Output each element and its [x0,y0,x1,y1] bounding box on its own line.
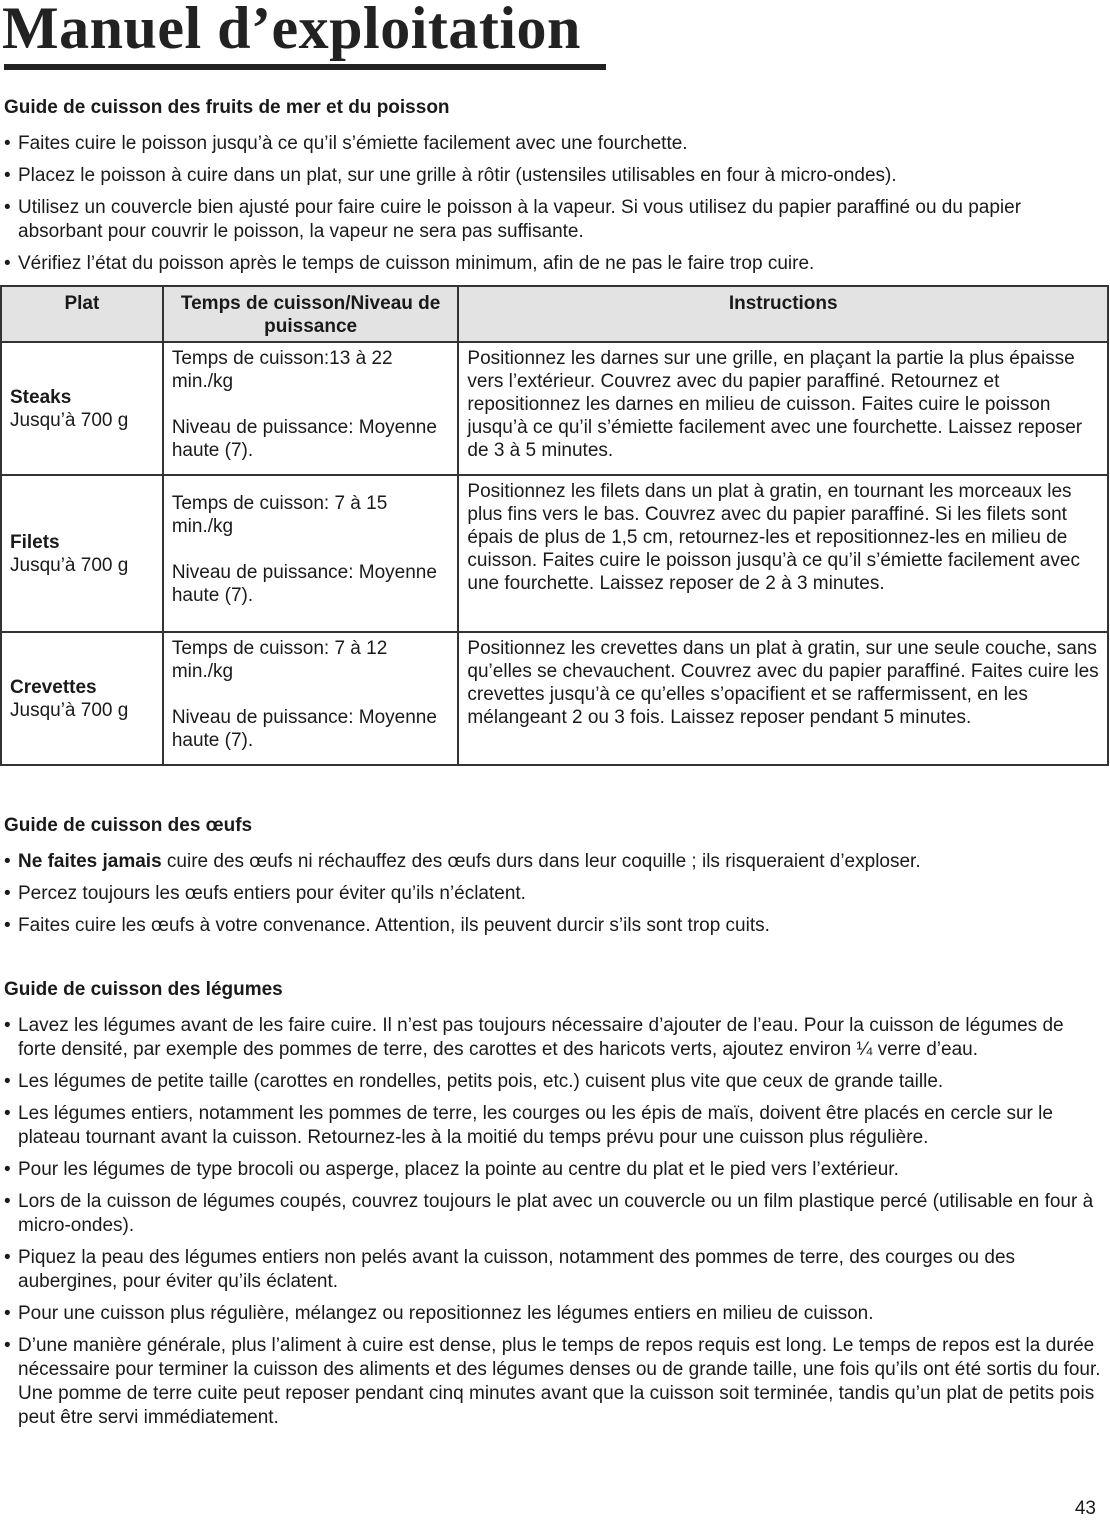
bullet-item: • Les légumes de petite taille (carottes en rondelles, petits pois, etc.) cuisent plus vite que ceux de grande taille. [4,1070,1104,1094]
header-time-power: Temps de cuisson/Niveau de puissance [163,286,459,342]
plat-quantity: Jusqu’à 700 g [10,554,129,576]
plat-name: Filets [10,531,60,553]
bullet-item: • Faites cuire les œufs à votre convenance. Attention, ils peuvent durcir s’ils sont trop cuits. [4,914,1104,938]
table-row [1,475,1108,632]
bullet-item: • Vérifiez l’état du poisson après le temps de cuisson minimum, afin de ne pas le faire trop cuire. [4,252,1104,276]
eggs-heading: Guide de cuisson des œufs [4,815,253,836]
seafood-heading: Guide de cuisson des fruits de mer et du poisson [4,97,450,118]
bullet-item: • Lavez les légumes avant de les faire cuire. Il n’est pas toujours nécessaire d’ajouter de l’eau. Pour la cuisson de légumes de forte densité, par exemple des pommes de terre, des carottes et des haricots verts, ajoutez environ ¼ verre d’eau. [4,1014,1104,1062]
seafood-section [4,96,1104,284]
header-plat: Plat [1,286,163,342]
header-instructions: Instructions [458,286,1108,342]
bullet-item: • Les légumes entiers, notamment les pommes de terre, les courges ou les épis de maïs, doivent être placés en cercle sur le plateau tournant avant la cuisson. Retournez-les à la moitié du temps prévu pour une cuisson plus régulière. [4,1102,1104,1150]
instructions-cell: Positionnez les darnes sur une grille, en plaçant la partie la plus épaisse vers l’extérieur. Couvrez avec du papier paraffiné. Retournez et repositionnez les darnes en milieu de cuisson. Faites cuire le poisson jusqu’à ce qu’il s’émiette facilement avec une fourchette. Laissez reposer de 3 à 5 minutes. [458,342,1108,475]
bullet-item: • Percez toujours les œufs entiers pour éviter qu’ils n’éclatent. [4,882,1104,906]
instructions-cell: Positionnez les filets dans un plat à gratin, en tournant les morceaux les plus fins vers le bas. Couvrez avec du papier paraffiné. Si les filets sont épais de plus de 1,5 cm, retournez-les et repositionnez-les en milieu de cuisson. Faites cuire le poisson jusqu’à ce qu’il s’émiette facilement avec une fourchette. Laissez reposer de 2 à 3 minutes. [458,475,1108,632]
power-level: Niveau de puissance: Moyenne haute (7). [171,707,437,751]
plat-cell [1,475,163,632]
table-row [1,632,1108,765]
bullet-item: • D’une manière générale, plus l’aliment à cuire est dense, plus le temps de repos requis est long. Le temps de repos est la durée nécessaire pour terminer la cuisson des aliments et des légumes denses ou de grande taille, une fois qu’ils ont été sortis du four. Une pomme de terre cuite peut reposer pendant cinq minutes avant que la cuisson soit terminée, tandis qu’un plat de petits pois peut être servi immédiatement. [4,1334,1104,1430]
bullet-item: • Utilisez un couvercle bien ajusté pour faire cuire le poisson à la vapeur. Si vous utilisez du papier paraffiné ou du papier absorbant pour couvrir le poisson, la vapeur ne sera pas suffisante. [4,196,1104,244]
power-level: Niveau de puissance: Moyenne haute (7). [171,417,437,461]
table-row [1,342,1108,475]
bullet-item: • Pour les légumes de type brocoli ou asperge, placez la pointe au centre du plat et le pied vers l’extérieur. [4,1158,1104,1182]
time-power-cell [163,475,459,632]
time-power-cell [163,632,459,765]
bullet-item: • Faites cuire le poisson jusqu’à ce qu’il s’émiette facilement avec une fourchette. [4,132,1104,156]
power-level: Niveau de puissance: Moyenne haute (7). [171,562,437,606]
instructions-cell: Positionnez les crevettes dans un plat à gratin, sur une seule couche, sans qu’elles se chevauchent. Couvrez avec du papier paraffiné. Faites cuire les crevettes jusqu’à ce qu’elles s’opacifient et se raffermissent, en les mélangeant 2 ou 3 fois. Laissez reposer pendant 5 minutes. [458,632,1108,765]
seafood-bullets [4,132,1104,276]
bullet-item [4,850,1104,874]
bullet-text: cuire des œufs ni réchauffez des œufs durs dans leur coquille ; ils risqueraient d’exploser. [161,851,921,872]
bullet-item: • Pour une cuisson plus régulière, mélangez ou repositionnez les légumes entiers en milieu de cuisson. [4,1302,1104,1326]
bullet-item: • Lors de la cuisson de légumes coupés, couvrez toujours le plat avec un couvercle ou un film plastique percé (utilisable en four à micro-ondes). [4,1190,1104,1238]
cooking-time: Temps de cuisson: 7 à 12 min./kg [171,638,388,682]
cooking-time: Temps de cuisson: 7 à 15 min./kg [171,493,388,537]
page-number: 43 [1074,1498,1096,1519]
plat-cell [1,342,163,475]
warning-text: Ne faites jamais [18,851,162,872]
bullet-item: • Piquez la peau des légumes entiers non pelés avant la cuisson, notamment des pommes de terre, des courges ou des aubergines, pour éviter qu’ils éclatent. [4,1246,1104,1294]
plat-cell [1,632,163,765]
plat-name: Crevettes [10,676,97,698]
plat-name: Steaks [10,386,72,408]
page-title: Manuel d’exploitation [2,0,581,61]
plat-quantity: Jusqu’à 700 g [10,409,129,431]
plat-quantity: Jusqu’à 700 g [10,699,129,721]
bullet-item: • Placez le poisson à cuire dans un plat, sur une grille à rôtir (ustensiles utilisables en four à micro-ondes). [4,164,1104,188]
eggs-bullets [4,850,1104,938]
cooking-time: Temps de cuisson:13 à 22 min./kg [171,348,393,392]
title-rule [4,64,606,70]
vegetables-bullets [4,1014,1104,1430]
eggs-section [4,814,1104,946]
seafood-cooking-table [0,285,1109,766]
vegetables-heading: Guide de cuisson des légumes [4,979,283,1000]
time-power-cell [163,342,459,475]
vegetables-section [4,978,1104,1438]
table-header-row [1,286,1108,342]
